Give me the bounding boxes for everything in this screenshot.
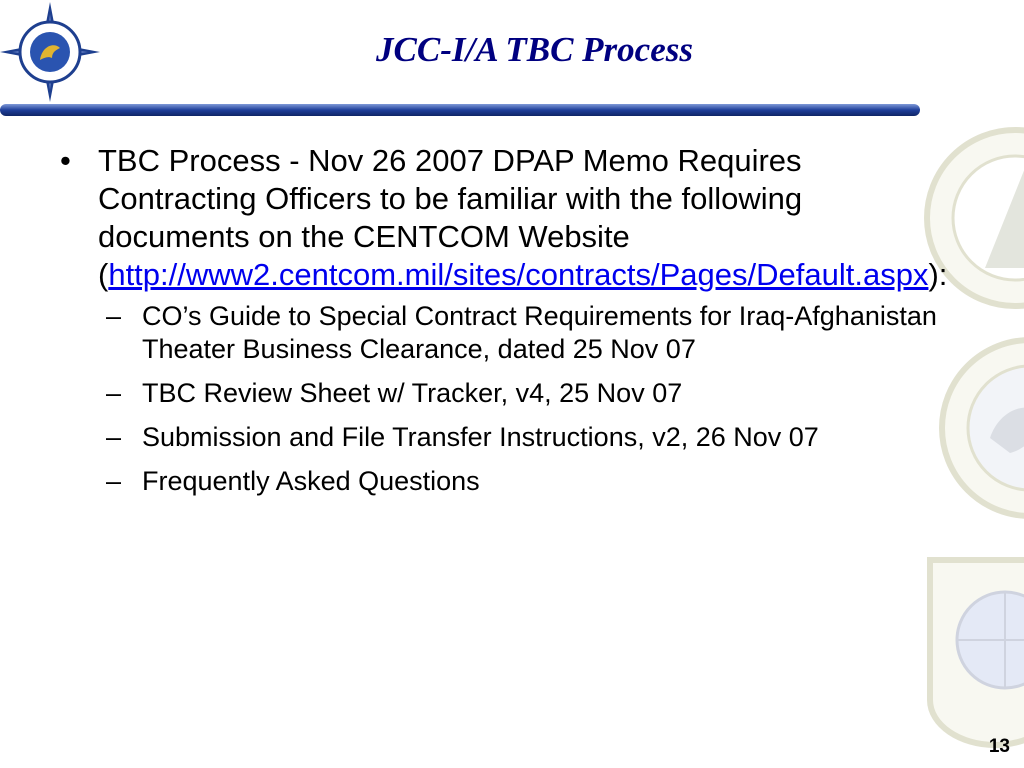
- bullet-text: [98, 142, 947, 294]
- sub-bullet-item: [106, 300, 945, 366]
- sub-bullet-text: Frequently Asked Questions: [142, 466, 480, 496]
- sub-bullet-text: CO’s Guide to Special Contract Requirements for Iraq-Afghanistan Theater Business Clearance, dated 25 Nov 07: [142, 301, 937, 364]
- bullet-marker: •: [60, 143, 71, 178]
- dash-marker: –: [106, 378, 122, 408]
- slide-title: JCC-I/A TBC Process: [376, 30, 693, 69]
- page-number: 13: [988, 736, 1010, 757]
- sub-bullet-item: [106, 421, 945, 454]
- sub-bullet-item: [106, 377, 945, 410]
- centcom-website-link[interactable]: http://www2.centcom.mil/sites/contracts/Pages/Default.aspx: [108, 257, 929, 292]
- air-mobility-seal: [910, 550, 1024, 750]
- dash-marker: –: [106, 301, 122, 331]
- dash-marker: –: [106, 422, 122, 452]
- title-underline-bar: [0, 104, 920, 116]
- sub-bullet-list: [60, 300, 945, 498]
- slide-body: [60, 142, 948, 509]
- transcom-seal-logo: [0, 2, 100, 102]
- sub-bullet-text: TBC Review Sheet w/ Tracker, v4, 25 Nov 07: [142, 378, 683, 408]
- dash-marker: –: [106, 466, 122, 496]
- main-bullet: [60, 142, 948, 294]
- bullet-text-before: TBC Process - Nov 26 2007 DPAP Memo Requires Contracting Officers to be familiar with the following documents on the CENTCOM Website (: [98, 143, 803, 292]
- sub-bullet-text: Submission and File Transfer Instructions, v2, 26 Nov 07: [142, 422, 819, 452]
- sub-bullet-item: [106, 465, 945, 498]
- bullet-text-after: ):: [928, 257, 948, 292]
